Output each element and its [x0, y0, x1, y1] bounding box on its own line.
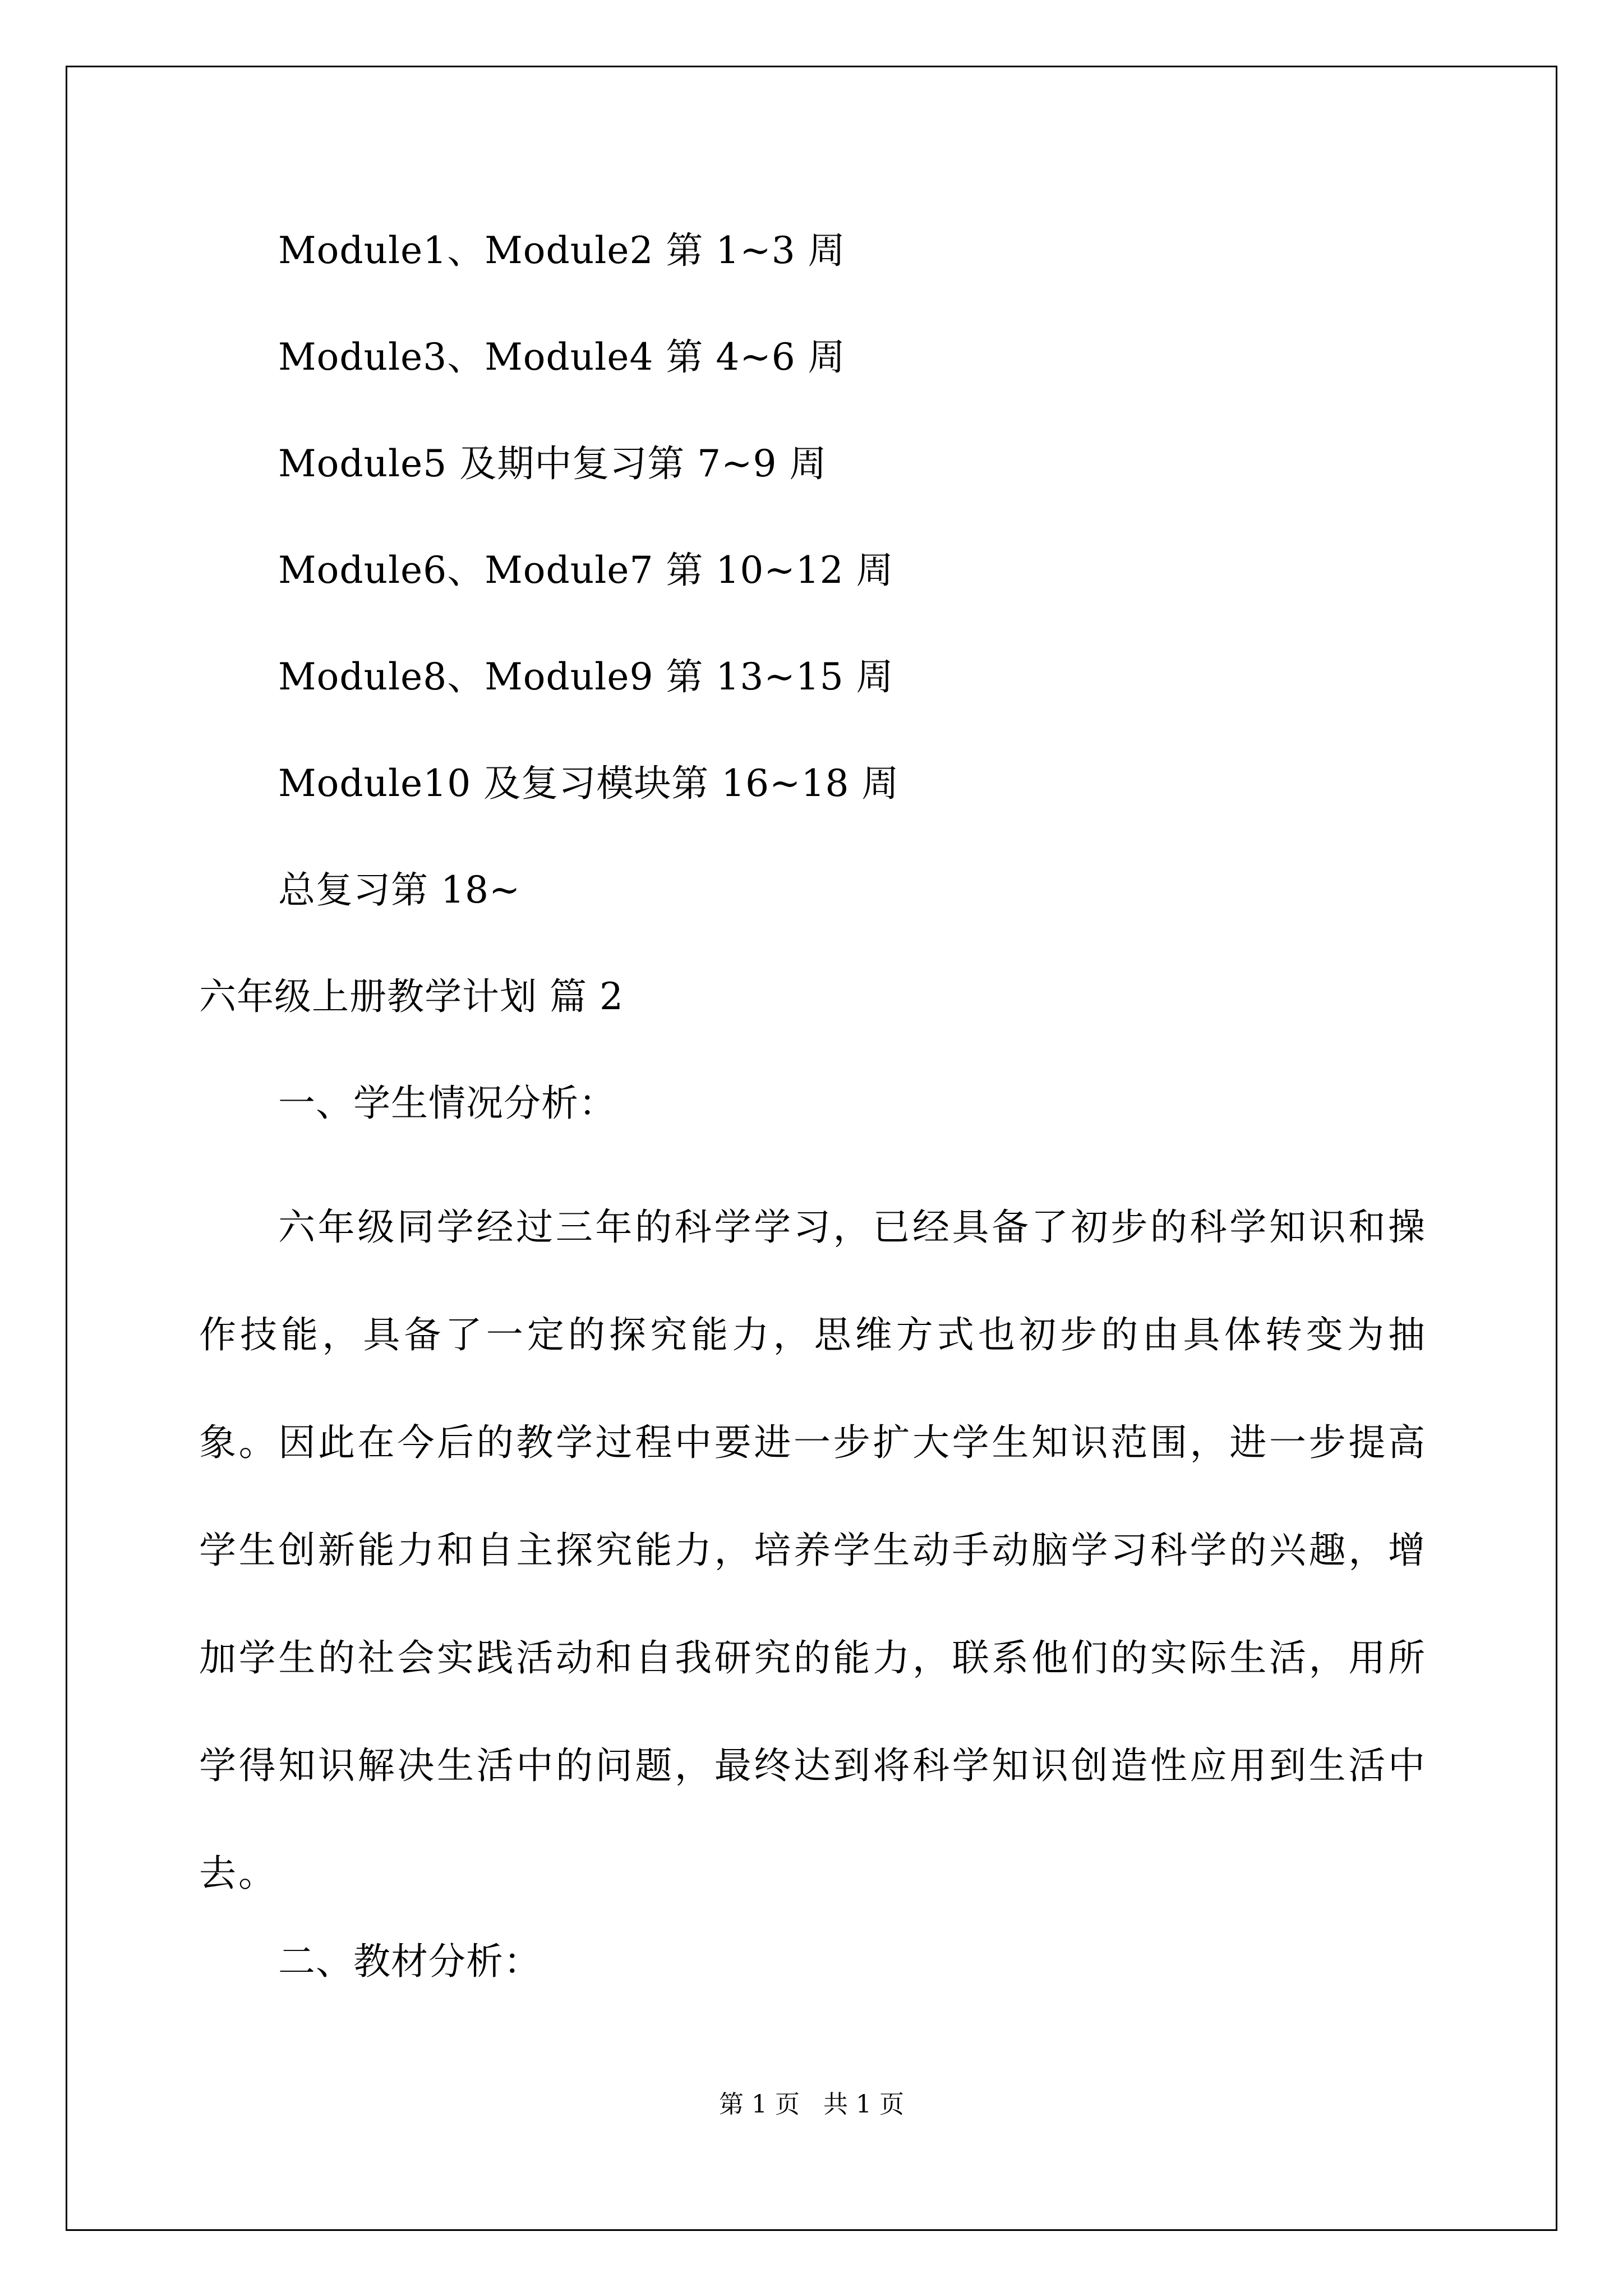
schedule-line-2: Module3、Module4 第 4~6 周	[278, 335, 846, 379]
schedule-line-3: Module5 及期中复习第 7~9 周	[278, 442, 827, 485]
schedule-line-7: 总复习第 18~	[278, 868, 521, 912]
schedule-line-5: Module8、Module9 第 13~15 周	[278, 655, 894, 698]
section-title: 六年级上册教学计划 篇 2	[199, 975, 624, 1018]
schedule-line-1: Module1、Module2 第 1~3 周	[278, 229, 846, 272]
heading-student-analysis: 一、学生情况分析：	[278, 1082, 616, 1125]
paragraph-student-analysis: 六年级同学经过三年的科学学习，已经具备了初步的科学知识和操作技能，具备了一定的探究能力，思维方式也初步的由具体转变为抽象。因此在今后的教学过程中要进一步扩大学生知识范围，进一步提高学生创新能力和自主探究能力，培养学生动手动脑学习科学的兴趣，增加学生的社会实践活动和自我研究的能力，联系他们的实际生活，用所学得知识解决生活中的问题，最终达到将科学知识创造性应用到生活中去。	[199, 1205, 1427, 1895]
heading-textbook-analysis: 二、教材分析：	[278, 1940, 541, 1983]
schedule-line-4: Module6、Module7 第 10~12 周	[278, 549, 894, 592]
page-footer: 第 1 页 共 1 页	[719, 2090, 904, 2119]
schedule-line-6: Module10 及复习模块第 16~18 周	[278, 762, 900, 805]
